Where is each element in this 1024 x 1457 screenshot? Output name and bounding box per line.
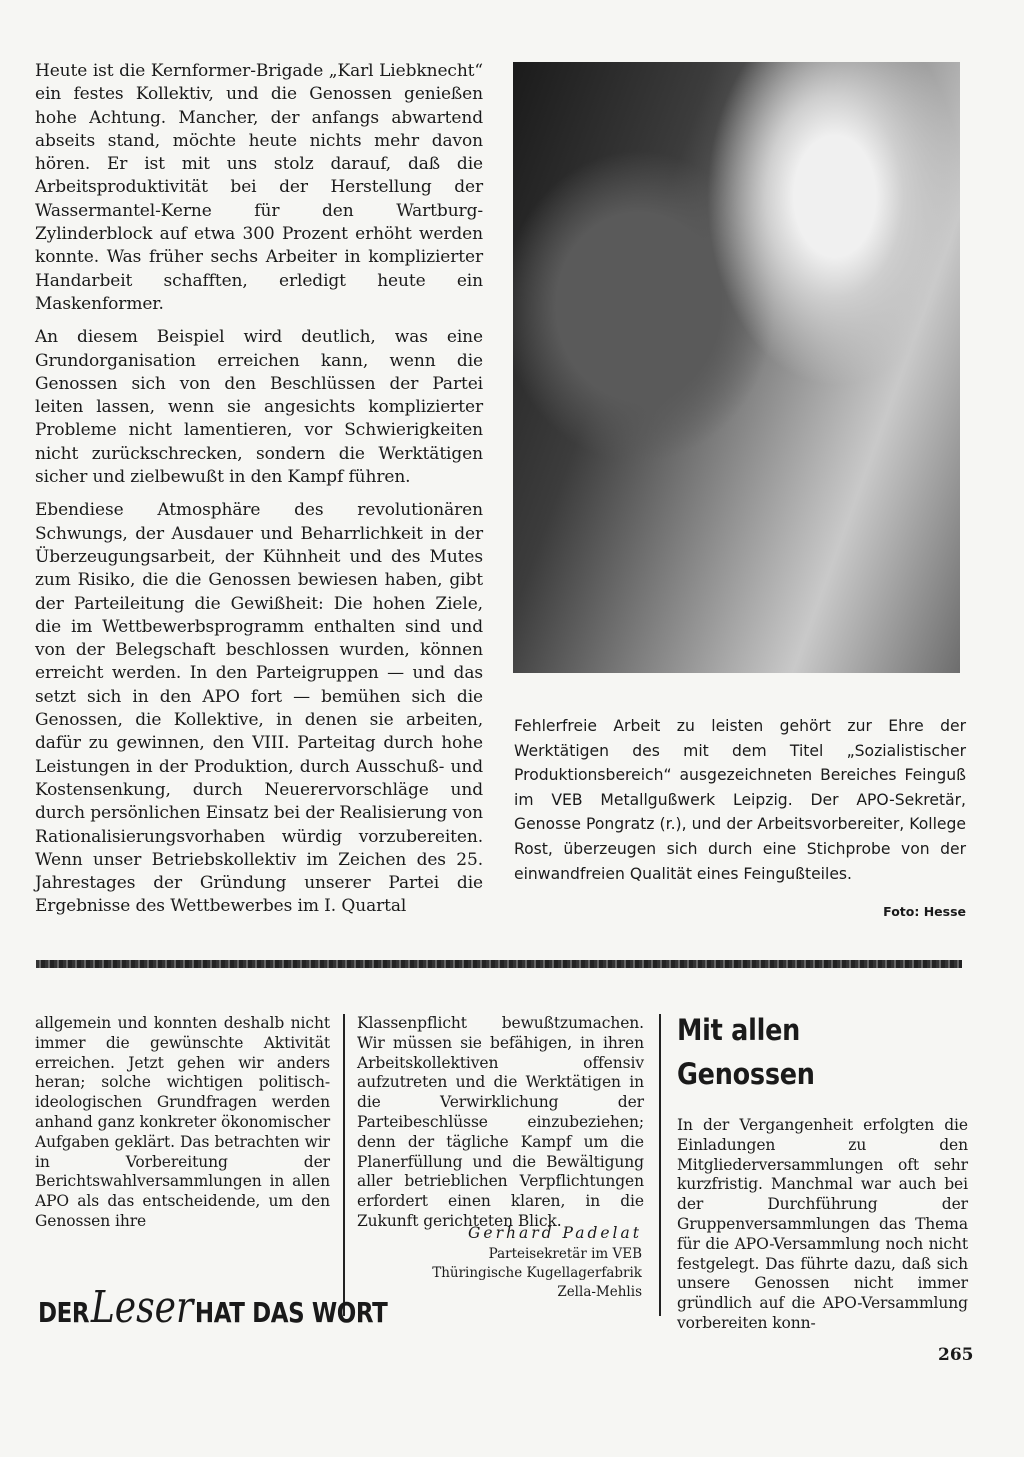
column-rule-2 xyxy=(659,1014,661,1316)
section-divider xyxy=(36,960,962,968)
page-number: 265 xyxy=(938,1345,974,1365)
top-article xyxy=(35,60,483,919)
letter-column-2 xyxy=(357,1014,644,1232)
logo-word-leser: Leser xyxy=(90,1282,194,1333)
letter-signature xyxy=(350,1221,642,1302)
logo-words-hat-das-wort: HAT DAS WORT xyxy=(194,1296,388,1329)
side-article-column xyxy=(677,1116,968,1334)
column-rule-1 xyxy=(343,1014,345,1316)
side-article-heading: Mit allen Genossen xyxy=(677,1013,815,1091)
author-role-1: Parteisekretär im VEB xyxy=(488,1246,642,1262)
author-role-2: Thüringische Kugellagerfabrik xyxy=(432,1265,642,1281)
photo-credit: Foto: Hesse xyxy=(883,904,966,919)
letter-col1-text: allgemein und konnten deshalb nicht immer die gewünschte Aktivität erreichen. Jetzt gehen wir anders heran; solche wichtigen politisch-ideologischen Grundfragen werden anhand ganz konkreter ökonomischer Aufgaben geklärt. Das betrachten wir in Vorbereitung der Berichtswahlversammlungen in allen APO als das entscheidende, um den Genossen ihre xyxy=(35,1014,330,1230)
top-paragraph-3: Ebendiese Atmosphäre des revolutionären Schwungs, der Ausdauer und Beharrlichkeit in der Überzeugungsarbeit, der Kühnheit und des Mutes zum Risiko, die die Genossen bewiesen haben, gibt der Parteileitung die Gewißheit: Die hohen Ziele, die im Wettbewerbsprogramm enthalten sind und von der Belegschaft beschlossen wurden, können erreicht werden. In den Parteigruppen — und das setzt sich in den APO fort — bemühen sich die Genossen, die Kollektive, in denen sie arbeiten, dafür zu gewinnen, den VIII. Parteitag durch hohe Leistungen in der Produktion, durch Ausschuß- und Kostensenkung, durch Neuerervorschläge und durch persönlichen Einsatz bei der Realisierung von Rationalisierungsvorhaben würdig vorzubereiten. Wenn unser Betriebskollektiv im Zeichen des 25. Jahrestages der Gründung unserer Partei die Ergebnisse des Wettbewerbes im I. Quartal xyxy=(35,500,483,917)
author-name: Gerhard Padelat xyxy=(468,1224,642,1242)
author-role-3: Zella-Mehlis xyxy=(557,1284,642,1300)
reader-letters-logo xyxy=(38,1282,388,1333)
logo-word-der: DER xyxy=(38,1296,90,1329)
top-paragraph-2: An diesem Beispiel wird deutlich, was eine Grundorganisation erreichen kann, wenn die Genossen sich von den Beschlüssen der Partei leiten lassen, wenn sie angesichts komplizierter Probleme nicht lamentieren, vor Schwierigkeiten nicht zurückschrecken, sondern die Werktätigen sicher und zielbewußt in den Kampf führen. xyxy=(35,327,483,488)
top-paragraph-1: Heute ist die Kernformer-Brigade „Karl Liebknecht“ ein festes Kollektiv, und die Genossen genießen hohe Achtung. Mancher, der anfangs abwartend abseits stand, möchte heute nichts mehr davon hören. Er ist mit uns stolz darauf, daß die Arbeitsproduktivität bei der Herstellung der Wassermantel-Kerne für den Wartburg-Zylinderblock auf etwa 300 Prozent erhöht werden konnte. Was früher sechs Arbeiter in komplizierter Handarbeit schafften, erledigt heute ein Maskenformer. xyxy=(35,61,483,314)
side-article-text: In der Vergangenheit erfolgten die Einladungen zu den Mitgliederversammlungen oft sehr kurzfristig. Manchmal war auch bei der Durchführung der Gruppenversammlungen das Thema für die APO-Versammlung noch nicht festgelegt. Das führte dazu, daß sich unsere Genossen nicht immer gründlich auf die APO-Versammlung vorbereiten konn- xyxy=(677,1116,968,1332)
photo-caption: Fehlerfreie Arbeit zu leisten gehört zur Ehre der Werktätigen des mit dem Titel „Sozialistischer Produktionsbereich“ ausgezeichneten Bereiches Feinguß im VEB Metallgußwerk Leipzig. Der APO-Sekretär, Genosse Pongratz (r.), und der Arbeitsvorbereiter, Kollege Rost, überzeugen sich durch eine Stichprobe von der einwandfreien Qualität eines Feingußteiles. xyxy=(514,717,966,883)
letter-column-1 xyxy=(35,1014,330,1232)
letter-col2-text: Klassenpflicht bewußtzumachen. Wir müssen sie befähigen, in ihren Arbeitskollektiven offensiv aufzutreten und die Werktätigen in die Verwirklichung der Parteibeschlüsse einzubeziehen; denn der tägliche Kampf um die Planerfüllung und die Bewältigung aller betrieblichen Verpflichtungen erfordert einen klaren, in die Zukunft gerichteten Blick. xyxy=(357,1014,644,1230)
photo-two-workers xyxy=(513,62,960,673)
